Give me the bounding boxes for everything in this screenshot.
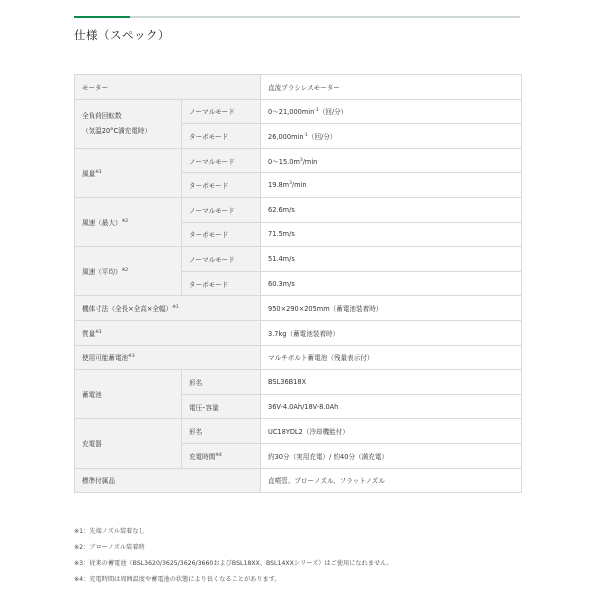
value-airspeed-max-normal: 62.6m/s [261, 197, 522, 222]
value-airspeed-avg-normal: 51.4m/s [261, 247, 522, 272]
table-row-accessories [75, 468, 522, 493]
table-row-airvolume-normal [75, 148, 522, 173]
label-air-speed-avg: 風速（平均）$^{※2}$ [75, 247, 182, 296]
label-battery-compat: 使用可能蓄電池$^{※3}$ [75, 345, 261, 370]
footnotes [74, 524, 393, 588]
mode-turbo: ターボモード [182, 271, 261, 296]
value-charger-time: 約30分（実用充電）/ 約40分（満充電） [261, 443, 522, 468]
label-dimensions: 機体寸法（全長×全高×全幅）$^{※1}$ [75, 296, 261, 321]
label-motor: モーター [75, 75, 261, 100]
mode-normal: ノーマルモード [182, 247, 261, 272]
value-dimensions: 950×290×205mm（蓄電池装着時） [261, 296, 522, 321]
value-airspeed-max-turbo: 71.5m/s [261, 222, 522, 247]
label-charger-model: 形名 [182, 419, 261, 444]
value-battery-compat: マルチボルト蓄電池（残量表示付） [261, 345, 522, 370]
label-battery: 蓄電池 [75, 370, 182, 419]
footnote-2: ※2：ブローノズル装着時 [74, 544, 145, 551]
mode-turbo: ターボモード [182, 124, 261, 149]
table-row-weight [75, 320, 522, 345]
value-accessories: 直噴管、ブローノズル、フラットノズル [261, 468, 522, 493]
table-row-airspeed-avg-normal [75, 247, 522, 272]
value-motor: 直流ブラシレスモーター [261, 75, 522, 100]
value-battery-model: BSL36B18X [261, 370, 522, 395]
footnote-1: ※1：先端ノズル装着なし [74, 528, 145, 535]
footnote-3: ※3：従来の蓄電池（BSL3620/3625/3626/3660およびBSL18XX、BSL14XXシリーズ）はご使用になれません。 [74, 560, 393, 567]
label-charger-time: 充電時間$^{※4}$ [182, 443, 261, 468]
value-airvolume-normal: $0\sim 15.0m^3/\min$ [261, 148, 522, 173]
table-row-airspeed-max-normal [75, 197, 522, 222]
label-air-speed-max: 風速（最大）$^{※2}$ [75, 197, 182, 246]
mode-normal: ノーマルモード [182, 148, 261, 173]
page-title: 仕様（スペック） [74, 28, 170, 42]
mode-normal: ノーマルモード [182, 197, 261, 222]
label-battery-voltage: 電圧･容量 [182, 394, 261, 419]
label-accessories: 標準付属品 [75, 468, 261, 493]
label-battery-model: 形名 [182, 370, 261, 395]
table-row-dimensions [75, 296, 522, 321]
table-row-battery-compat [75, 345, 522, 370]
spec-table [74, 74, 522, 493]
noload-speed-sublabel: （気温20°C満充電時） [82, 126, 152, 135]
footnote-4: ※4：充電時間は周囲温度や蓄電池の状態により長くなることがあります。 [74, 576, 281, 583]
value-airvolume-turbo: $19.8m^3/\min$ [261, 173, 522, 198]
value-charger-model: UC18YDL2（冷却機能付） [261, 419, 522, 444]
value-weight: 3.7kg（蓄電池装着時） [261, 320, 522, 345]
title-divider [74, 16, 520, 18]
value-battery-voltage: 36V-4.0Ah/18V-8.0Ah [261, 394, 522, 419]
table-row-charger-model [75, 419, 522, 444]
label-noload-speed [75, 99, 182, 148]
mode-normal: ノーマルモード [182, 99, 261, 124]
value-noload-normal: $0\sim 21,000\min^{-1}$（回/分） [261, 99, 522, 124]
label-charger: 充電器 [75, 419, 182, 468]
table-row-battery-model [75, 370, 522, 395]
mode-turbo: ターボモード [182, 222, 261, 247]
value-airspeed-avg-turbo: 60.3m/s [261, 271, 522, 296]
label-weight: 質量$^{※1}$ [75, 320, 261, 345]
title-divider-accent [74, 16, 130, 18]
value-noload-turbo: $26,000\min^{-1}$（回/分） [261, 124, 522, 149]
label-air-volume: 風量$^{※1}$ [75, 148, 182, 197]
noload-speed-label: 全負荷回転数 [82, 111, 122, 120]
table-row-noload-normal [75, 99, 522, 124]
table-row-motor [75, 75, 522, 100]
mode-turbo: ターボモード [182, 173, 261, 198]
